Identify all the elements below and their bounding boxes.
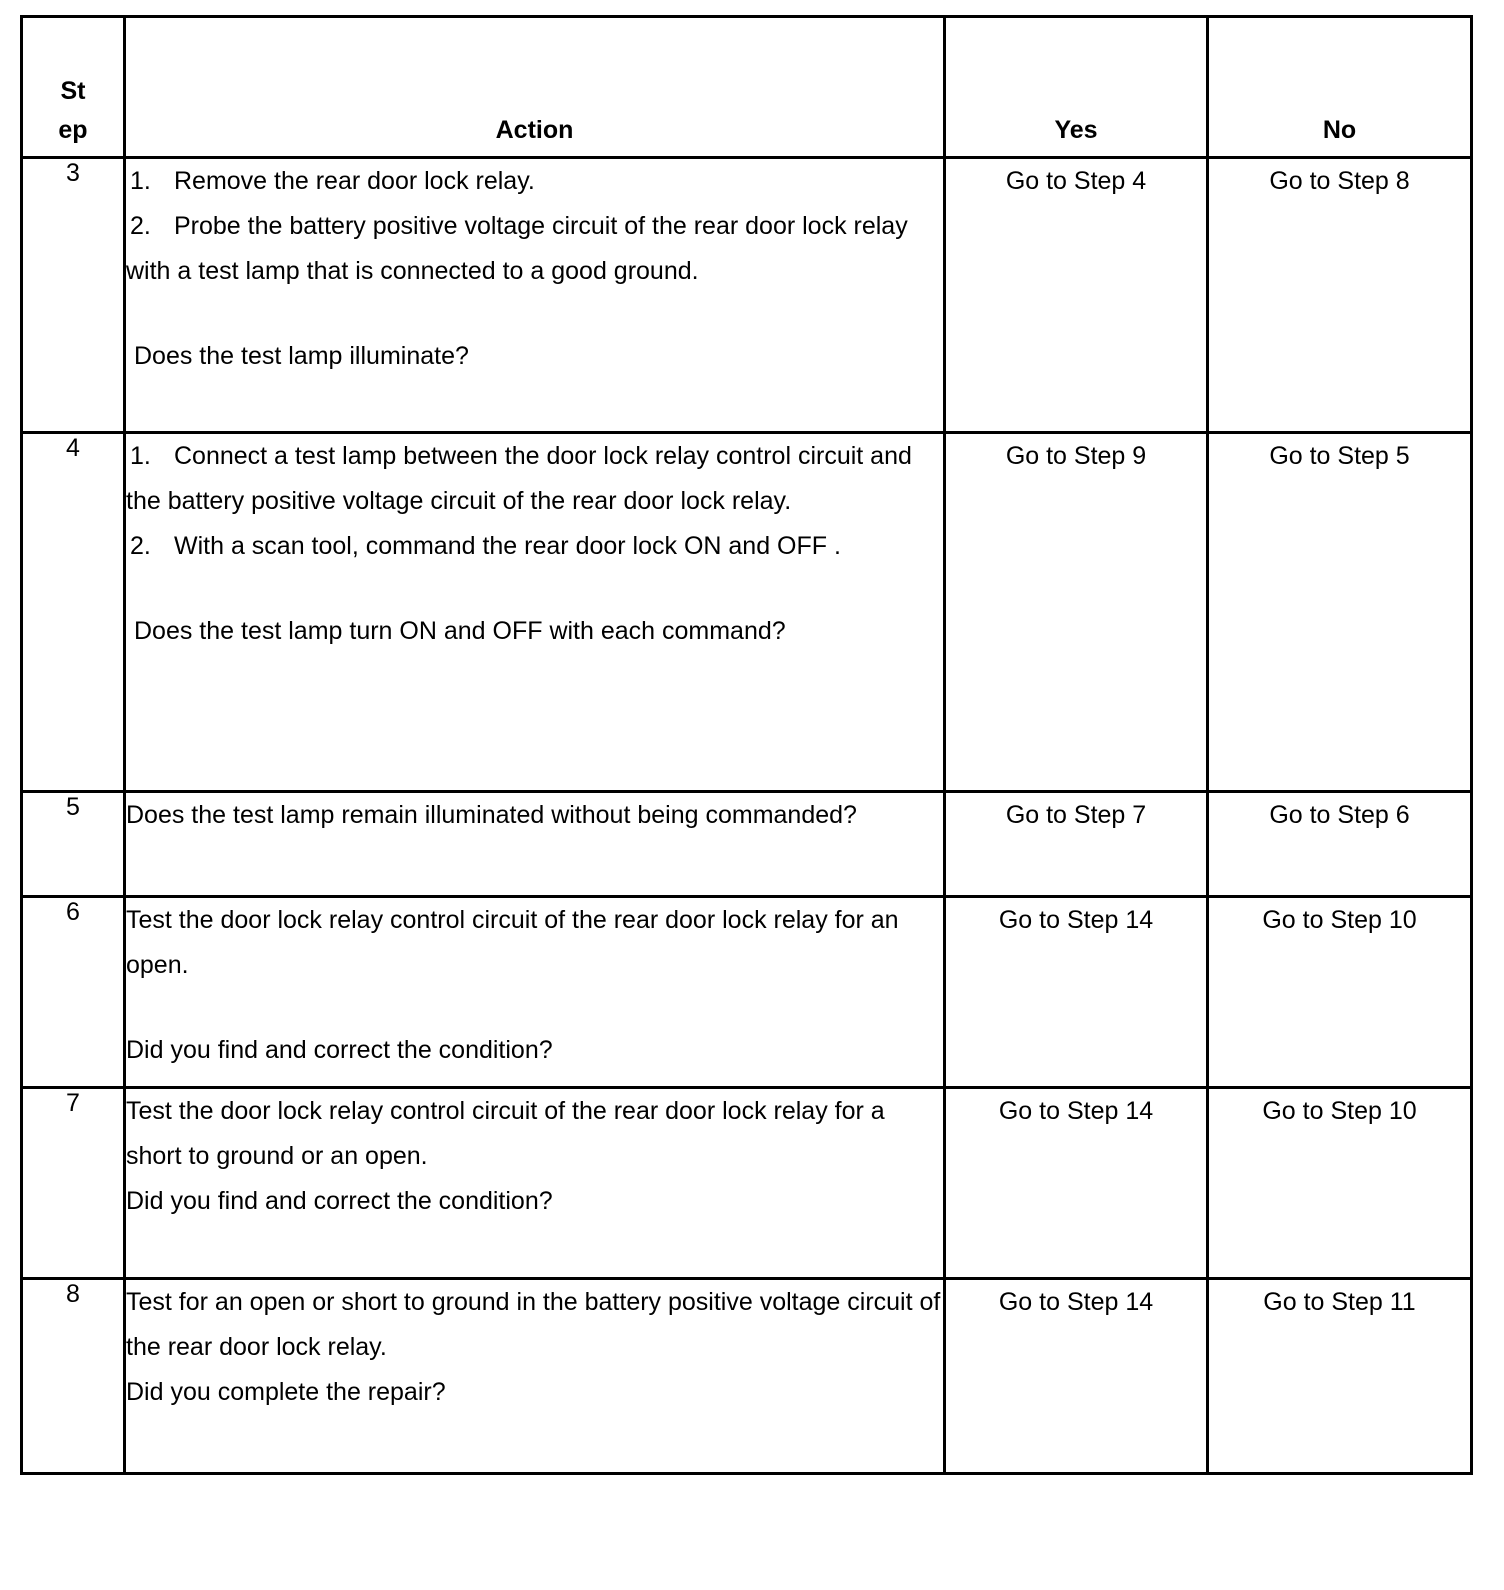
no-answer: Go to Step 10 bbox=[1208, 1088, 1472, 1279]
step-number: 8 bbox=[22, 1279, 125, 1474]
yes-answer: Go to Step 14 bbox=[945, 1088, 1208, 1279]
action-text: Test the door lock relay control circuit of the rear door lock relay for an open. bbox=[126, 906, 899, 979]
step-number: 3 bbox=[22, 158, 125, 433]
table-row bbox=[22, 1088, 1472, 1279]
diagnostic-table bbox=[20, 15, 1473, 1475]
action-cell bbox=[125, 158, 945, 433]
yes-answer: Go to Step 9 bbox=[945, 433, 1208, 792]
header-yes: Yes bbox=[945, 17, 1208, 158]
action-question: Does the test lamp illuminate? bbox=[134, 342, 469, 370]
table-row bbox=[22, 433, 1472, 792]
action-question: Did you complete the repair? bbox=[126, 1378, 446, 1406]
header-row bbox=[22, 17, 1472, 158]
table-row bbox=[22, 1279, 1472, 1474]
yes-answer: Go to Step 7 bbox=[945, 792, 1208, 897]
step-number: 4 bbox=[22, 433, 125, 792]
step-number: 5 bbox=[22, 792, 125, 897]
step-number: 7 bbox=[22, 1088, 125, 1279]
table-row bbox=[22, 792, 1472, 897]
header-step: Step bbox=[22, 17, 125, 158]
action-cell bbox=[125, 1088, 945, 1279]
step-number: 6 bbox=[22, 897, 125, 1088]
action-item: 2. With a scan tool, command the rear door lock ON and OFF . bbox=[130, 532, 841, 560]
action-cell bbox=[125, 792, 945, 897]
action-text: Test the door lock relay control circuit of the rear door lock relay for a short to ground or an open. bbox=[126, 1097, 885, 1170]
action-text: Test for an open or short to ground in the battery positive voltage circuit of the rear door lock relay. bbox=[126, 1288, 941, 1361]
table-row bbox=[22, 158, 1472, 433]
yes-answer: Go to Step 14 bbox=[945, 1279, 1208, 1474]
action-cell bbox=[125, 1279, 945, 1474]
action-question: Did you find and correct the condition? bbox=[126, 1036, 553, 1064]
no-answer: Go to Step 6 bbox=[1208, 792, 1472, 897]
no-answer: Go to Step 11 bbox=[1208, 1279, 1472, 1474]
table-row bbox=[22, 897, 1472, 1088]
action-item: 1. Remove the rear door lock relay. bbox=[130, 167, 535, 195]
action-question: Does the test lamp remain illuminated without being commanded? bbox=[126, 801, 857, 829]
action-cell bbox=[125, 897, 945, 1088]
no-answer: Go to Step 5 bbox=[1208, 433, 1472, 792]
header-action: Action bbox=[125, 17, 945, 158]
action-item: 1. Connect a test lamp between the door lock relay control circuit and the battery positive voltage circuit of the rear door lock relay. bbox=[126, 442, 912, 515]
no-answer: Go to Step 8 bbox=[1208, 158, 1472, 433]
header-no: No bbox=[1208, 17, 1472, 158]
yes-answer: Go to Step 14 bbox=[945, 897, 1208, 1088]
action-question: Did you find and correct the condition? bbox=[126, 1187, 553, 1215]
yes-answer: Go to Step 4 bbox=[945, 158, 1208, 433]
action-question: Does the test lamp turn ON and OFF with each command? bbox=[134, 617, 786, 645]
no-answer: Go to Step 10 bbox=[1208, 897, 1472, 1088]
action-cell bbox=[125, 433, 945, 792]
action-item: 2. Probe the battery positive voltage circuit of the rear door lock relay with a test lamp that is connected to a good ground. bbox=[126, 212, 908, 285]
